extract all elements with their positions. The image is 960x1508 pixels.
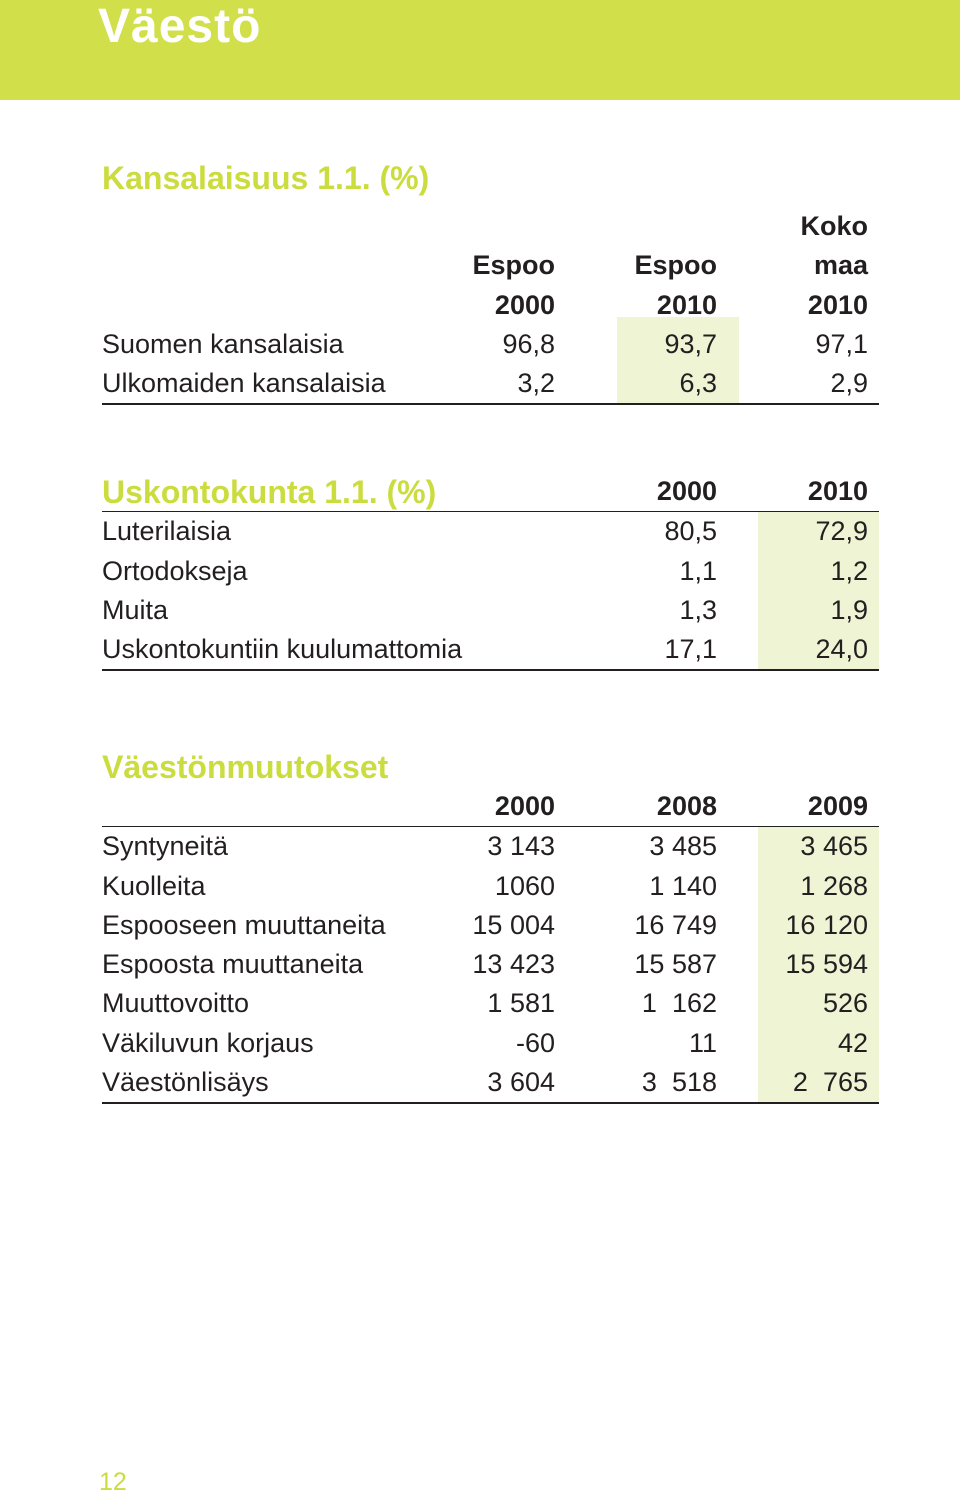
table-cell: 6,3 xyxy=(679,368,717,399)
column-header: 2010 xyxy=(807,289,868,320)
table-cell: 96,8 xyxy=(502,328,555,359)
table-cell: 1,3 xyxy=(679,594,717,625)
table-cell: 42 xyxy=(837,1027,868,1058)
column-header: Espoo xyxy=(472,250,555,281)
table-header-row xyxy=(102,286,879,325)
table-row xyxy=(102,867,879,906)
column-header: 2000 xyxy=(494,289,555,320)
table-cell: 17,1 xyxy=(664,634,717,665)
table-cell: 1 140 xyxy=(649,870,717,901)
table-cell: 1060 xyxy=(494,870,555,901)
column-header: 2010 xyxy=(807,476,868,506)
table-row xyxy=(102,552,879,591)
column-header: Koko xyxy=(800,211,868,241)
religion-title: Uskontokunta 1.1. (%) xyxy=(102,474,437,510)
table-row xyxy=(102,906,879,945)
table-cell: 2,9 xyxy=(830,368,868,399)
table-cell: 1,9 xyxy=(830,594,868,625)
citizenship-table xyxy=(102,207,879,405)
table-header-row xyxy=(102,472,879,512)
table-row xyxy=(102,325,879,364)
table-cell: 3 485 xyxy=(649,831,717,862)
table-cell: 1 162 xyxy=(641,988,717,1019)
row-label: Muuttovoitto xyxy=(102,988,250,1019)
row-label: Syntyneitä xyxy=(102,831,229,862)
row-label: Muita xyxy=(102,594,169,625)
row-label: Ulkomaiden kansalaisia xyxy=(102,368,386,399)
row-label: Espooseen muuttaneita xyxy=(102,909,386,940)
table-cell: 2 765 xyxy=(792,1067,868,1098)
table-row xyxy=(102,630,879,671)
row-label: Luterilaisia xyxy=(102,516,232,547)
page-title: Väestö xyxy=(98,0,262,53)
table-cell: 15 587 xyxy=(634,949,717,980)
table-cell: 72,9 xyxy=(815,516,868,547)
row-label: Espoosta muuttaneita xyxy=(102,949,364,980)
citizenship-title: Kansalaisuus 1.1. (%) xyxy=(102,160,430,196)
table-cell: 24,0 xyxy=(815,634,868,665)
table-cell: 15 004 xyxy=(472,909,555,940)
table-row xyxy=(102,364,879,405)
table-cell: 3,2 xyxy=(517,368,555,399)
row-label: Ortodokseja xyxy=(102,555,248,586)
table-cell: 1 581 xyxy=(487,988,555,1019)
table-cell: 11 xyxy=(688,1027,717,1058)
table-cell: 93,7 xyxy=(664,328,717,359)
row-label: Väkiluvun korjaus xyxy=(102,1027,314,1058)
table-cell: 3 143 xyxy=(487,831,555,862)
table-cell: 3 518 xyxy=(641,1067,717,1098)
table-cell: 15 594 xyxy=(785,949,868,980)
column-header: 2008 xyxy=(656,791,717,821)
changes-title: Väestönmuutokset xyxy=(102,749,389,785)
table-cell: 526 xyxy=(822,988,868,1019)
table-header-row xyxy=(102,246,879,285)
religion-table xyxy=(102,472,879,671)
table-cell: -60 xyxy=(515,1027,555,1058)
table-row xyxy=(102,1024,879,1063)
table-cell: 3 604 xyxy=(487,1067,555,1098)
column-header: Espoo xyxy=(634,250,717,281)
table-cell: 97,1 xyxy=(815,328,868,359)
table-cell: 16 749 xyxy=(634,909,717,940)
row-label: Uskontokuntiin kuulumattomia xyxy=(102,634,463,665)
page-number: 12 xyxy=(99,1468,127,1496)
table-row xyxy=(102,984,879,1023)
row-label: Kuolleita xyxy=(102,870,206,901)
row-label: Suomen kansalaisia xyxy=(102,328,344,359)
column-header: 2010 xyxy=(656,289,717,320)
table-row xyxy=(102,827,879,866)
column-header: 2009 xyxy=(807,791,868,821)
row-label: Väestönlisäys xyxy=(102,1067,269,1098)
table-cell: 3 465 xyxy=(800,831,868,862)
table-row xyxy=(102,945,879,984)
table-cell: 80,5 xyxy=(664,516,717,547)
column-header: 2000 xyxy=(494,791,555,821)
table-row xyxy=(102,591,879,630)
column-header: 2000 xyxy=(656,476,717,506)
table-header-row xyxy=(102,207,879,246)
table-cell: 1,1 xyxy=(679,555,717,586)
column-header: maa xyxy=(813,250,868,281)
table-cell: 1 268 xyxy=(800,870,868,901)
table-cell: 16 120 xyxy=(785,909,868,940)
table-row xyxy=(102,512,879,551)
changes-table xyxy=(102,787,879,1104)
table-cell: 13 423 xyxy=(472,949,555,980)
table-row xyxy=(102,1063,879,1104)
table-header-row xyxy=(102,787,879,827)
table-cell: 1,2 xyxy=(830,555,868,586)
